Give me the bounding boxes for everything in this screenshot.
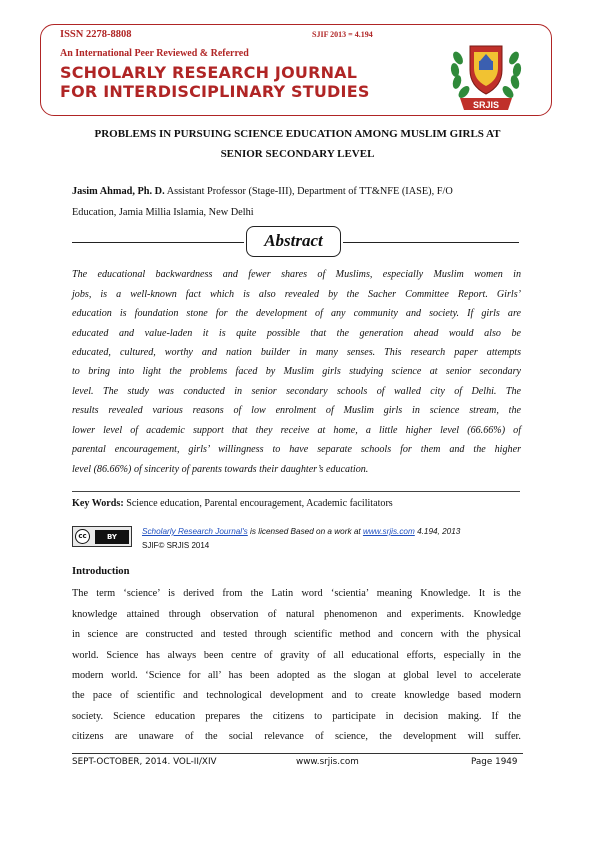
author-affiliation-line2: Education, Jamia Millia Islamia, New Delhi <box>72 207 254 218</box>
logo-ribbon-text: SRJIS <box>472 100 500 110</box>
journal-name-line2: FOR INTERDISCIPLINARY STUDIES <box>60 82 370 101</box>
journal-tagline: An International Peer Reviewed & Referred <box>60 48 249 59</box>
abstract-line: The educational backwardness and fewer shares of Muslims, especially Muslim women in <box>72 269 521 280</box>
body-line: world. Science has always been centre of gravity of all educational efforts, especially in the <box>72 650 521 661</box>
author-affiliation-text: Assistant Professor (Stage-III), Department of TT&NFE (IASE), F/O <box>164 186 453 197</box>
author-name: Jasim Ahmad, Ph. D. <box>72 186 165 197</box>
body-line: The term ‘science’ is derived from the Latin word ‘scientia’ meaning Knowledge. It is the <box>72 588 521 599</box>
keywords-rule <box>72 491 520 492</box>
paper-title-line2: SENIOR SECONDARY LEVEL <box>220 148 375 160</box>
abstract-line: educated, cultured, worthy and nation builder in many senses. This research paper attempts <box>72 347 521 358</box>
body-line: modern world. ‘Science for all’ has been adopted as the slogan at global level to accelerate <box>72 670 521 681</box>
footer-website[interactable]: www.srjis.com <box>296 757 359 767</box>
license-sjif: 4.194, 2013 <box>414 527 461 536</box>
keywords-label: Key Words: <box>72 498 124 509</box>
abstract-line: education is foundation stone for the development of any community and society. If girls are <box>72 308 521 319</box>
keywords <box>72 496 393 512</box>
license-line1 <box>142 527 460 536</box>
abstract-heading: Abstract <box>246 226 341 257</box>
sjif-value: SJIF 2013 = 4.194 <box>312 30 373 39</box>
issn-number: ISSN 2278-8808 <box>60 29 132 40</box>
website-link[interactable]: www.srjis.com <box>362 527 415 536</box>
body-line: society. Science education prepares the citizens to participate in decision making. If the <box>72 711 521 722</box>
footer-page-number: Page 1949 <box>471 757 518 767</box>
paper-title-line1: PROBLEMS IN PURSUING SCIENCE EDUCATION AMONG MUSLIM GIRLS AT <box>94 128 501 140</box>
cc-by-icon: BY <box>95 530 129 544</box>
body-line: citizens are unaware of the social relevance of science, the development will suffer. <box>72 731 521 742</box>
abstract-line: jobs, is a well-known fact which is also revealed by the Sacher Committee Report. Girls’ <box>72 289 521 300</box>
abstract-line: results revealed various reasons of low enrolment of Muslim girls in science stream, the <box>72 405 521 416</box>
journal-link[interactable]: Scholarly Research Journal's <box>142 527 248 536</box>
abstract-line: level (86.66%) of sincerity of parents towards their daughter’s education. <box>72 464 369 475</box>
footer-issue: SEPT-OCTOBER, 2014. VOL-II/XIV <box>72 757 217 767</box>
abstract-line: to bring into light the problems faced by Muslim girls studying science at senior secondary <box>72 366 521 377</box>
body-line: in science are constructed and tested through scientific method and concern with the physical <box>72 629 521 640</box>
cc-license-badge[interactable] <box>72 526 132 547</box>
abstract-line: educated and value-laden it is quite possible that the generation ahead would also be <box>72 328 521 339</box>
introduction-heading: Introduction <box>72 566 130 577</box>
srjis-logo-icon <box>446 28 526 116</box>
abstract-line: lower level of academic support that they receive at home, a little higher level (66.66%) of <box>72 425 521 436</box>
body-line: the pace of scientific and technological development and to create knowledge based modern <box>72 690 521 701</box>
keywords-text: Science education, Parental encouragement, Academic facilitators <box>123 498 393 509</box>
author-affiliation-line1 <box>72 182 527 202</box>
license-text: is licensed Based on a work at <box>247 527 363 536</box>
body-line: knowledge attained through observation of natural phenomenon and experiments. Knowledge <box>72 609 521 620</box>
abstract-rule-left <box>72 242 244 243</box>
license-line2: SJIF© SRJIS 2014 <box>142 541 210 550</box>
footer-rule <box>72 753 523 754</box>
abstract-line: level. The study was conducted in senior secondary schools of walled city of Delhi. The <box>72 386 521 397</box>
cc-icon: cc <box>75 529 90 544</box>
abstract-rule-right <box>343 242 519 243</box>
journal-name-line1: SCHOLARLY RESEARCH JOURNAL <box>60 63 358 82</box>
abstract-line: parental encouragement, girls’ willingness to have separate schools for them and the higher <box>72 444 521 455</box>
